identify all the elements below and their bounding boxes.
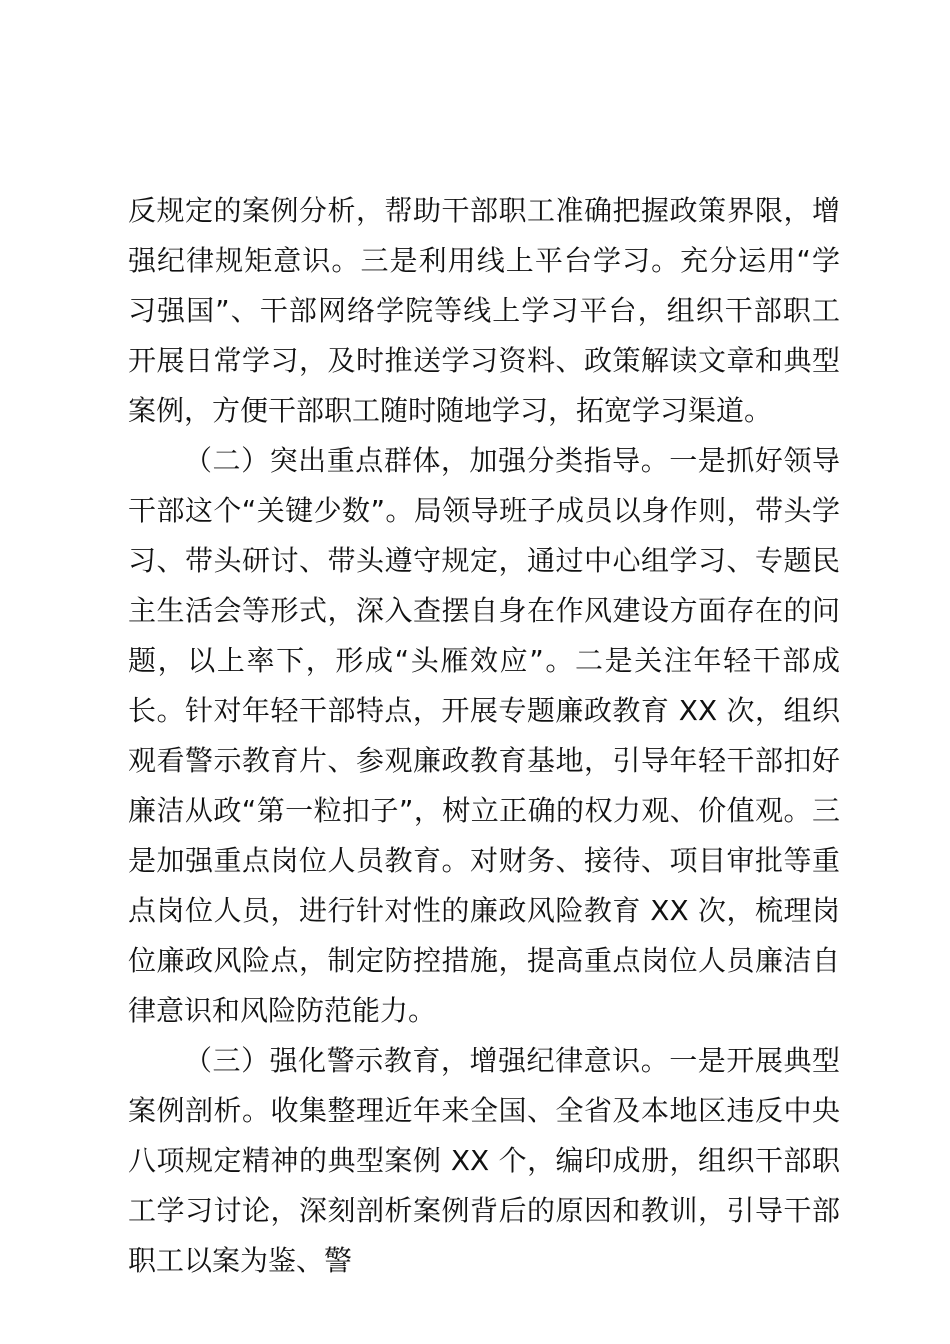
document-body xyxy=(128,186,840,1286)
paragraph-section-three: （三）强化警示教育，增强纪律意识。一是开展典型案例剖析。收集整理近年来全国、全省及本地区违反中央八项规定精神的典型案例 XX 个，编印成册，组织干部职工学习讨论，深刻剖析案例背后的原因和教训，引导干部职工以案为鉴、警 xyxy=(128,1044,840,1277)
paragraph-continued: 反规定的案例分析，帮助干部职工准确把握政策界限，增强纪律规矩意识。三是利用线上平台学习。充分运用“学习强国”、干部网络学院等线上学习平台，组织干部职工开展日常学习，及时推送学习资料、政策解读文章和典型案例，方便干部职工随时随地学习，拓宽学习渠道。 xyxy=(128,194,840,427)
paragraph-section-two: （二）突出重点群体，加强分类指导。一是抓好领导干部这个“关键少数”。局领导班子成员以身作则，带头学习、带头研讨、带头遵守规定，通过中心组学习、专题民主生活会等形式，深入查摆自身在作风建设方面存在的问题，以上率下，形成“头雁效应”。二是关注年轻干部成长。针对年轻干部特点，开展专题廉政教育 XX 次，组织观看警示教育片、参观廉政教育基地，引导年轻干部扣好廉洁从政“第一粒扣子”，树立正确的权力观、价值观。三是加强重点岗位人员教育。对财务、接待、项目审批等重点岗位人员，进行针对性的廉政风险教育 XX 次，梳理岗位廉政风险点，制定防控措施，提高重点岗位人员廉洁自律意识和风险防范能力。 xyxy=(128,444,840,1027)
